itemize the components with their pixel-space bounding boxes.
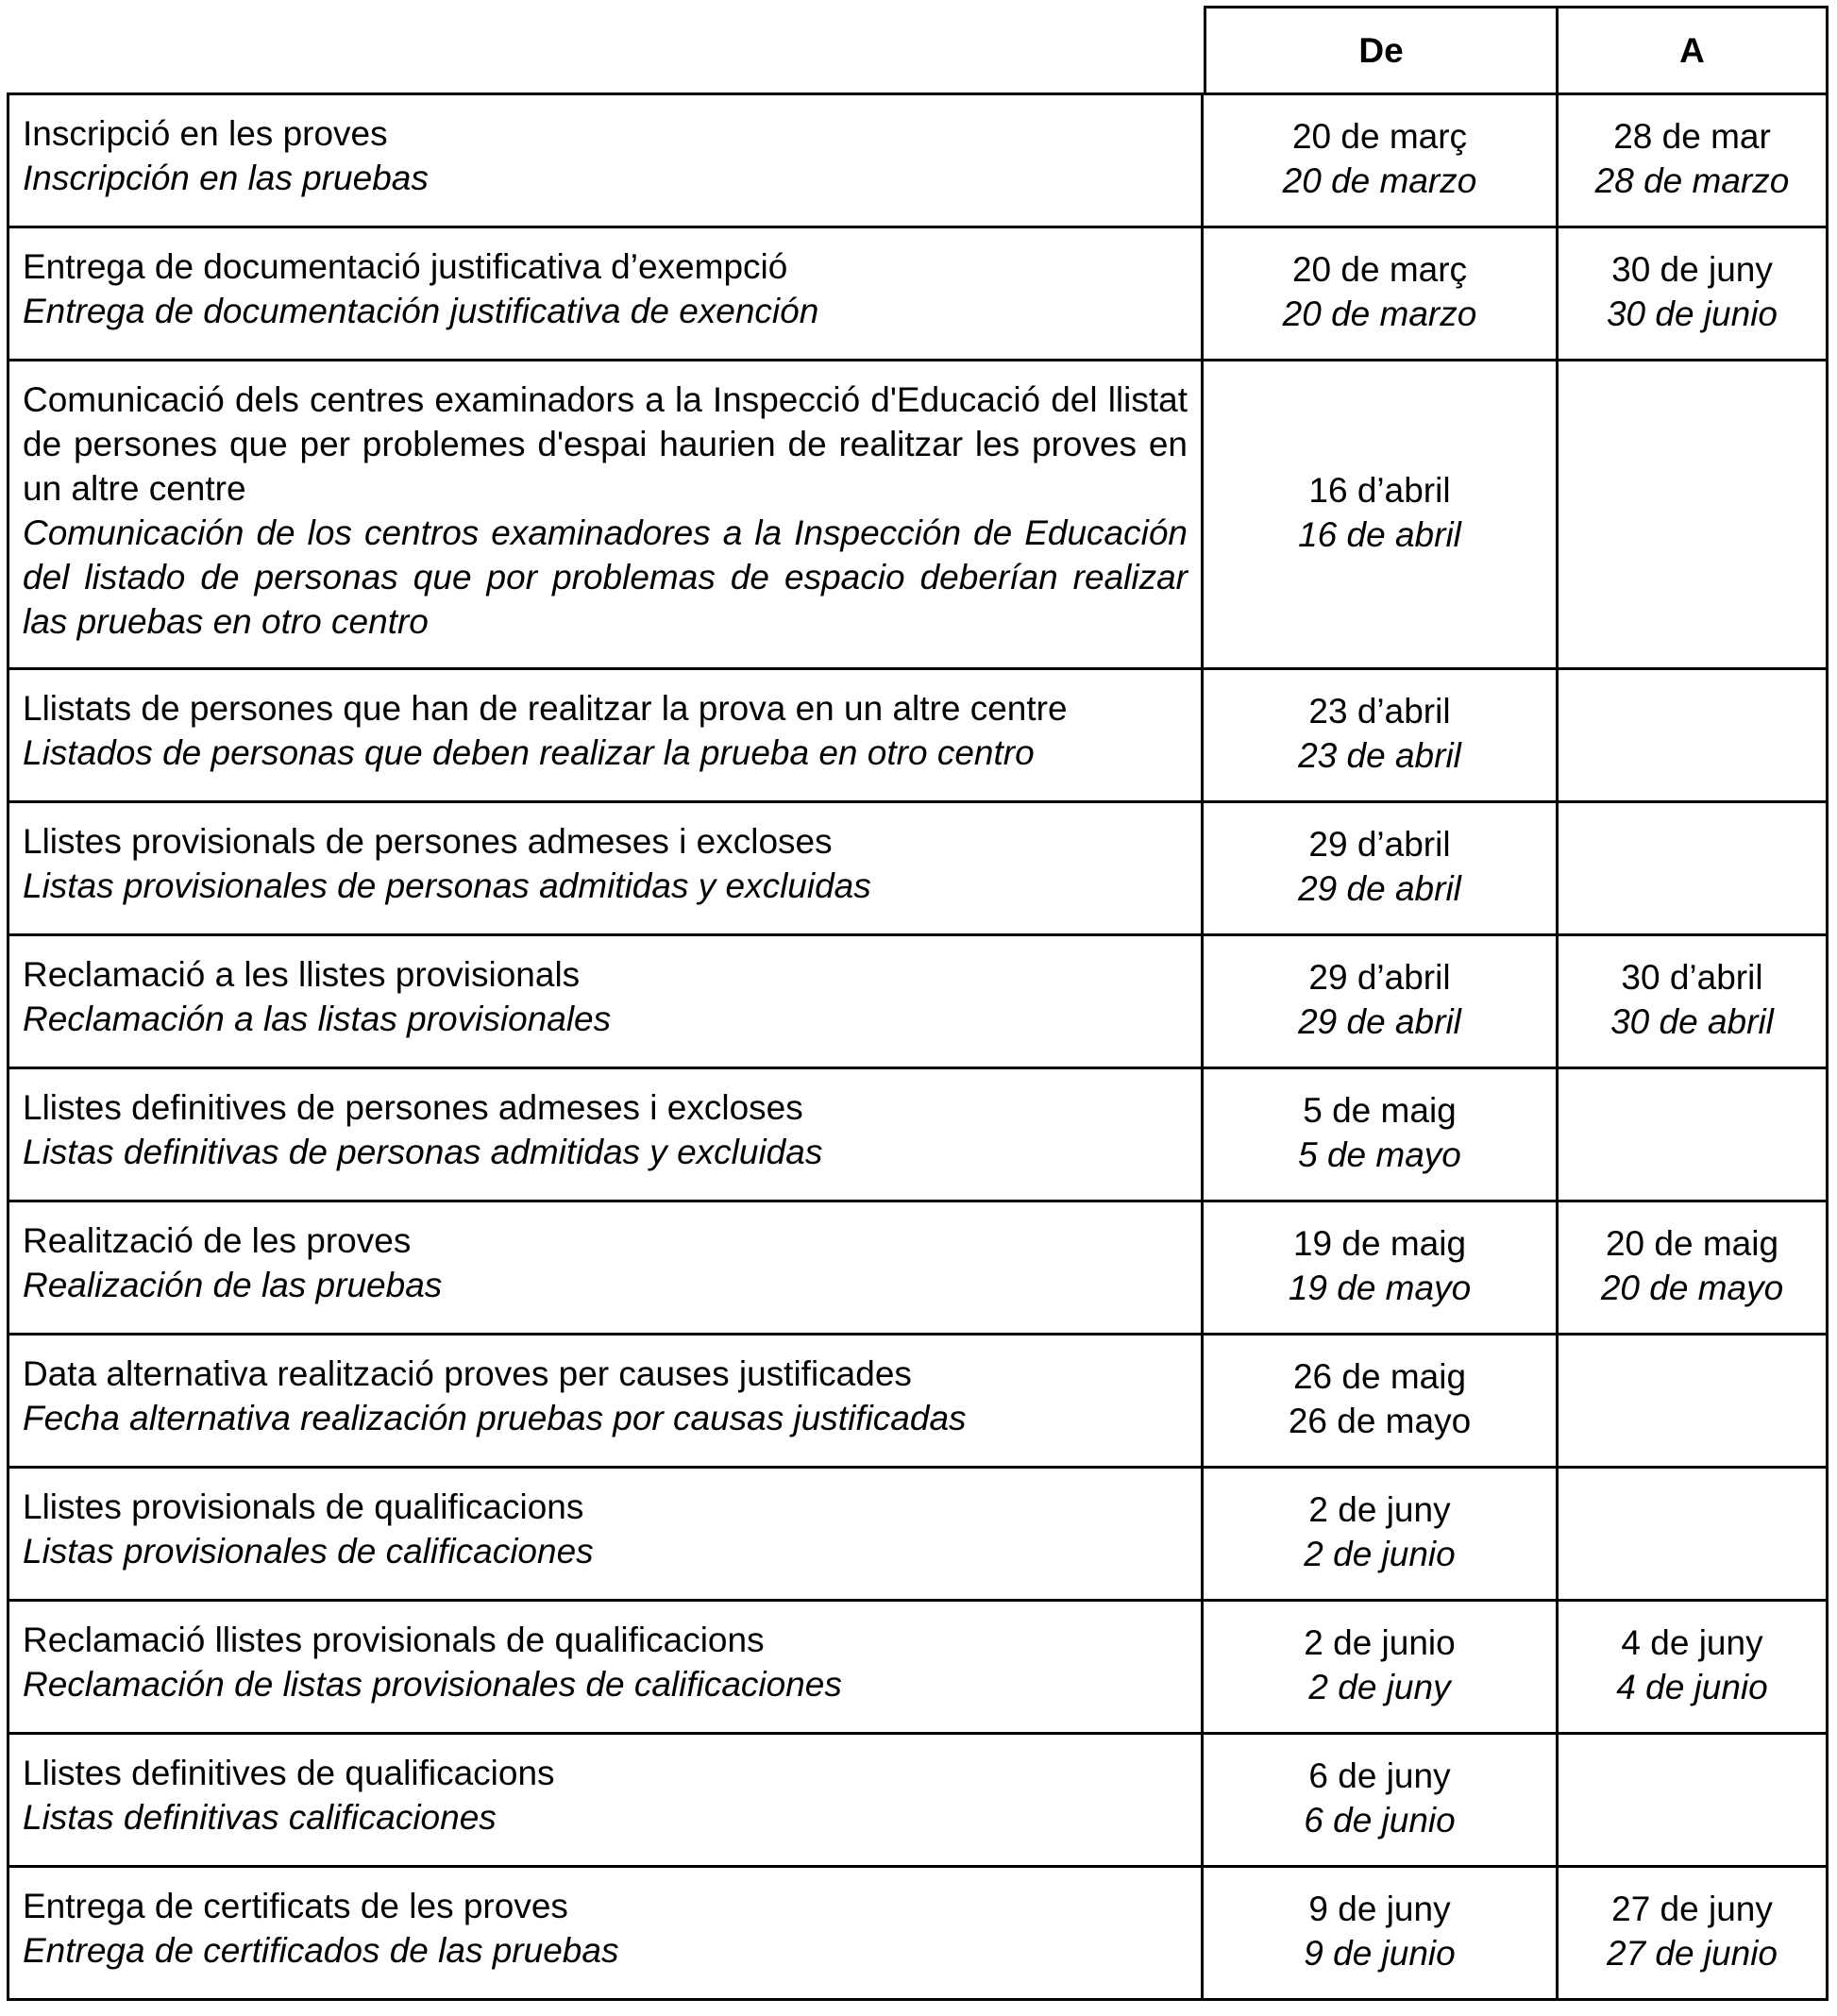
activity-spanish: Listas definitivas calificaciones (23, 1798, 497, 1837)
date-from-catalan: 5 de maig (1303, 1091, 1457, 1130)
table-row (7, 95, 1829, 228)
activity-catalan: Reclamació llistes provisionals de qualificacions (23, 1621, 765, 1659)
date-from-catalan: 26 de maig (1292, 1357, 1467, 1396)
table-row (7, 361, 1829, 670)
date-from-spanish: 16 de abril (1298, 515, 1461, 554)
activity-spanish: Listados de personas que deben realizar la prueba en otro centro (23, 733, 1035, 772)
date-from-cell (1204, 1202, 1559, 1336)
date-from-catalan: 9 de juny (1308, 1890, 1451, 1928)
date-to-cell (1559, 1868, 1829, 2001)
date-to-catalan: 30 d’abril (1621, 958, 1763, 997)
activity-cell (7, 1469, 1204, 1602)
activity-catalan: Entrega de certificats de les proves (23, 1887, 568, 1925)
date-from-spanish: 5 de mayo (1298, 1135, 1461, 1174)
date-from-catalan: 29 d’abril (1308, 958, 1451, 997)
activity-catalan: Llistes provisionals de persones admeses i excloses (23, 822, 833, 861)
table-row (7, 670, 1829, 803)
date-to-cell (1559, 1202, 1829, 1336)
date-to-cell (1559, 1069, 1829, 1202)
date-to-cell (1559, 670, 1829, 803)
table-row (7, 228, 1829, 361)
activity-cell (7, 1735, 1204, 1868)
activity-spanish: Entrega de documentación justificativa de exención (23, 292, 819, 330)
activity-catalan: Llistes definitives de persones admeses i excloses (23, 1088, 803, 1127)
activity-cell (7, 361, 1204, 670)
date-to-cell (1559, 1469, 1829, 1602)
date-from-cell (1204, 803, 1559, 936)
header-de: De (1204, 6, 1559, 95)
date-from-cell (1204, 1069, 1559, 1202)
date-to-spanish: 30 de junio (1606, 294, 1778, 333)
activity-cell (7, 803, 1204, 936)
table-row (7, 1336, 1829, 1469)
date-from-catalan: 29 d’abril (1308, 825, 1451, 864)
date-from-catalan: 23 d’abril (1308, 692, 1451, 731)
date-to-spanish: 20 de mayo (1600, 1268, 1784, 1307)
date-from-spanish: 2 de junio (1304, 1535, 1456, 1573)
activity-catalan: Llistats de persones que han de realitzar la prova en un altre centre (23, 689, 1068, 728)
activity-spanish: Inscripción en las pruebas (23, 159, 429, 197)
activity-catalan: Reclamació a les llistes provisionals (23, 955, 581, 994)
activity-spanish: Realización de las pruebas (23, 1266, 443, 1304)
activity-catalan: Entrega de documentació justificativa d’exempció (23, 247, 788, 286)
activity-spanish: Fecha alternativa realización pruebas por causas justificadas (23, 1399, 967, 1437)
date-from-cell (1204, 936, 1559, 1069)
header-blank-cell (7, 6, 1204, 95)
activity-catalan: Realització de les proves (23, 1221, 412, 1260)
activity-cell (7, 1202, 1204, 1336)
table-row (7, 1069, 1829, 1202)
table-row (7, 803, 1829, 936)
date-to-cell (1559, 228, 1829, 361)
activity-cell (7, 936, 1204, 1069)
date-from-cell (1204, 1868, 1559, 2001)
date-from-catalan: 6 de juny (1308, 1756, 1451, 1795)
date-from-spanish: 20 de marzo (1282, 294, 1477, 333)
date-from-cell (1204, 1469, 1559, 1602)
activity-cell (7, 1069, 1204, 1202)
table-body (7, 95, 1829, 2001)
date-from-cell (1204, 1602, 1559, 1735)
date-from-spanish: 29 de abril (1298, 869, 1461, 908)
date-from-catalan: 20 de març (1291, 250, 1468, 289)
date-from-spanish: 20 de marzo (1282, 161, 1477, 200)
activity-catalan: Data alternativa realització proves per causes justificades (23, 1354, 912, 1393)
table-row (7, 1469, 1829, 1602)
table-row (7, 936, 1829, 1069)
date-from-spanish: 23 de abril (1298, 736, 1461, 775)
date-to-cell (1559, 803, 1829, 936)
date-from-catalan: 19 de maig (1292, 1224, 1467, 1263)
date-to-catalan: 20 de maig (1605, 1224, 1779, 1263)
header-a: A (1559, 6, 1829, 95)
date-from-cell (1204, 1336, 1559, 1469)
activity-catalan: Llistes provisionals de qualificacions (23, 1487, 584, 1526)
table-row (7, 1202, 1829, 1336)
activity-cell (7, 228, 1204, 361)
date-to-cell (1559, 1735, 1829, 1868)
activity-spanish: Listas definitivas de personas admitidas y excluidas (23, 1133, 823, 1171)
activity-catalan: Llistes definitives de qualificacions (23, 1754, 555, 1792)
date-to-spanish: 28 de marzo (1594, 161, 1790, 200)
activity-spanish: Comunicación de los centros examinadores a la Inspección de Educación del listado de personas que por problemas de espacio deberían realizar las pruebas en otro centro (23, 513, 1188, 641)
activity-catalan: Inscripció en les proves (23, 114, 388, 153)
date-to-cell (1559, 95, 1829, 228)
date-to-catalan: 30 de juny (1611, 250, 1773, 289)
activity-spanish: Listas provisionales de personas admitidas y excluidas (23, 866, 871, 905)
date-from-spanish: 6 de junio (1304, 1801, 1456, 1840)
date-from-catalan: 2 de juny (1308, 1490, 1451, 1529)
date-from-cell (1204, 228, 1559, 361)
date-to-spanish: 4 de junio (1616, 1668, 1768, 1706)
date-from-catalan: 20 de març (1291, 117, 1468, 156)
date-to-catalan: 28 de mar (1613, 117, 1771, 156)
date-from-spanish: 29 de abril (1298, 1002, 1461, 1041)
activity-spanish: Listas provisionales de calificaciones (23, 1532, 594, 1571)
date-from-spanish: 26 de mayo (1288, 1402, 1472, 1440)
table-header-row (7, 6, 1829, 95)
date-to-cell (1559, 361, 1829, 670)
date-from-cell (1204, 670, 1559, 803)
date-to-spanish: 27 de junio (1606, 1934, 1778, 1973)
table-row (7, 1735, 1829, 1868)
date-from-cell (1204, 95, 1559, 228)
activity-cell (7, 1336, 1204, 1469)
activity-cell (7, 1868, 1204, 2001)
activity-spanish: Reclamación de listas provisionales de calificaciones (23, 1665, 842, 1704)
date-to-catalan: 27 de juny (1611, 1890, 1773, 1928)
date-from-spanish: 19 de mayo (1288, 1268, 1472, 1307)
date-from-catalan: 16 d’abril (1308, 471, 1451, 510)
activity-spanish: Entrega de certificados de las pruebas (23, 1931, 619, 1970)
calendar-table (7, 6, 1829, 2001)
table-row (7, 1602, 1829, 1735)
activity-spanish: Reclamación a las listas provisionales (23, 1000, 612, 1038)
activity-cell (7, 670, 1204, 803)
date-from-cell (1204, 1735, 1559, 1868)
date-to-cell (1559, 936, 1829, 1069)
date-from-spanish: 2 de juny (1308, 1668, 1451, 1706)
date-from-cell (1204, 361, 1559, 670)
date-to-spanish: 30 de abril (1610, 1002, 1774, 1041)
activity-cell (7, 1602, 1204, 1735)
date-to-cell (1559, 1602, 1829, 1735)
date-from-catalan: 2 de junio (1304, 1623, 1456, 1662)
date-to-cell (1559, 1336, 1829, 1469)
date-from-spanish: 9 de junio (1304, 1934, 1456, 1973)
activity-catalan: Comunicació dels centres examinadors a la Inspecció d'Educació del llistat de persones que per problemes d'espai haurien de realitzar les proves en un altre centre (23, 380, 1188, 508)
date-to-catalan: 4 de juny (1621, 1623, 1763, 1662)
activity-cell (7, 95, 1204, 228)
table-row (7, 1868, 1829, 2001)
